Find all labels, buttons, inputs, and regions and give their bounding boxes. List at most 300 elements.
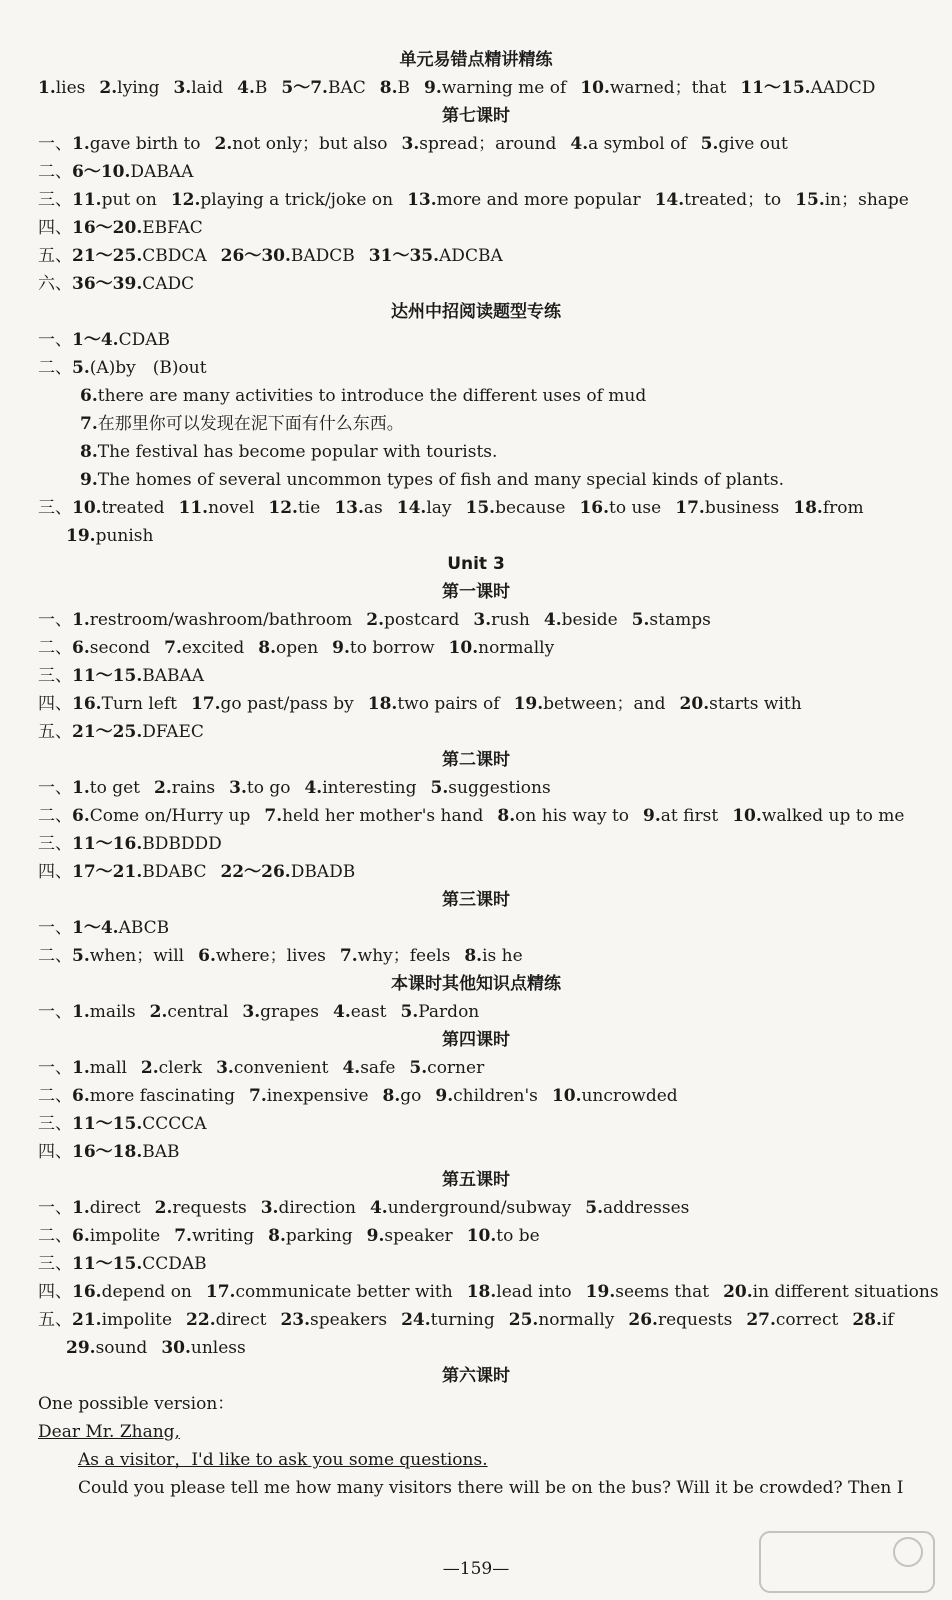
section-title-review: 单元易错点精讲精练 — [399, 50, 553, 70]
lesson-7-title: 第七课时 — [442, 106, 510, 126]
answer-text: to use — [609, 498, 662, 518]
question-number: 30. — [161, 1338, 191, 1358]
answer-item — [264, 806, 483, 826]
answer-line — [38, 188, 923, 212]
answer-line — [38, 272, 208, 296]
answer-text: rains — [171, 778, 216, 798]
question-number: 21～25. — [72, 722, 143, 742]
answer-text: where；lives — [215, 946, 326, 966]
section-prefix: 三、 — [38, 666, 72, 686]
answer-text: ADCBA — [439, 246, 503, 266]
answer-item — [191, 694, 354, 714]
question-number: 26～30. — [220, 246, 291, 266]
answer-item — [281, 78, 365, 98]
answer-line — [38, 1056, 498, 1080]
question-number: 14. — [396, 498, 427, 518]
answer-text: convenient — [233, 1058, 329, 1078]
answer-text: CDAB — [118, 330, 170, 350]
section-prefix: 六、 — [38, 274, 72, 294]
answer-text: DBADB — [290, 862, 356, 882]
question-number: 10. — [448, 638, 479, 658]
question-number: 6. — [80, 386, 98, 406]
question-number: 23. — [280, 1310, 311, 1330]
answer-text: lay — [426, 498, 452, 518]
question-number: 7. — [174, 1226, 192, 1246]
section-prefix: 一、 — [38, 134, 72, 154]
answer-item — [334, 498, 382, 518]
answer-text: punish — [95, 526, 154, 546]
answer-item — [333, 1002, 387, 1022]
section-title-dazhou: 达州中招阅读题型专练 — [391, 302, 561, 322]
question-number: 29. — [66, 1338, 96, 1358]
answer-text: more fascinating — [89, 1086, 235, 1106]
answer-line — [38, 776, 565, 800]
section-prefix: 五、 — [38, 246, 72, 266]
answer-text: walked up to me — [761, 806, 905, 826]
question-number: 36～39. — [72, 274, 143, 294]
answer-item — [179, 498, 255, 518]
answer-text: CBDCA — [142, 246, 207, 266]
question-number: 3. — [216, 1058, 234, 1078]
question-number: 27. — [746, 1310, 776, 1330]
question-number: 13. — [334, 498, 364, 518]
answer-text: stamps — [649, 610, 711, 630]
answer-item — [72, 246, 207, 266]
question-number: 26. — [628, 1310, 658, 1330]
answer-line — [38, 944, 537, 968]
section-prefix: 三、 — [38, 498, 72, 518]
question-number: 4. — [369, 1198, 388, 1218]
answer-text: BABAA — [142, 666, 205, 686]
letter-greeting: Dear Mr. Zhang, — [38, 1422, 180, 1442]
answer-item — [72, 190, 157, 210]
answer-item — [383, 1086, 422, 1106]
answer-item — [216, 1058, 328, 1078]
answer-text: EBFAC — [142, 218, 203, 238]
question-number: 17. — [190, 694, 221, 714]
answer-line — [80, 412, 418, 436]
answer-item — [680, 694, 802, 714]
answer-item — [473, 610, 530, 630]
answer-text: AADCD — [810, 78, 876, 98]
question-number: 28. — [852, 1310, 882, 1330]
answer-text: laid — [191, 78, 224, 98]
answer-line — [38, 1224, 554, 1248]
question-number: 8. — [268, 1226, 286, 1246]
answer-item — [497, 806, 629, 826]
answer-item — [795, 190, 909, 210]
answer-line — [38, 160, 207, 184]
answer-item — [655, 190, 782, 210]
question-number: 5. — [409, 1058, 428, 1078]
answer-text: tie — [297, 498, 321, 518]
question-number: 25. — [508, 1310, 539, 1330]
answer-text: BAC — [327, 78, 366, 98]
answer-item — [164, 638, 244, 658]
answer-item — [467, 1226, 540, 1246]
watermark-logo — [758, 1530, 936, 1594]
question-number: 16. — [72, 1282, 102, 1302]
question-number: 5. — [631, 610, 650, 630]
question-number: 8. — [464, 946, 483, 966]
answer-text: CADC — [142, 274, 195, 294]
answer-item — [72, 1058, 127, 1078]
answer-item — [366, 610, 459, 630]
answer-text: a symbol of — [588, 134, 687, 154]
answer-item — [141, 1058, 202, 1078]
section-prefix: 三、 — [38, 1254, 72, 1274]
question-number: 21～25. — [72, 246, 143, 266]
answer-text: CCDAB — [142, 1254, 207, 1274]
answer-text: requests — [172, 1198, 247, 1218]
answer-item — [72, 274, 194, 294]
answer-text: Turn left — [101, 694, 177, 714]
answer-text: starts with — [709, 694, 802, 714]
letter-paragraph-2: Could you please tell me how many visitors there will be on the bus? Will it be crowded? Then I — [78, 1478, 904, 1498]
question-number: 5. — [430, 778, 449, 798]
question-number: 16. — [579, 498, 610, 518]
answer-item — [268, 498, 320, 518]
answer-item — [466, 498, 566, 518]
answer-line — [66, 524, 167, 548]
answer-item — [585, 1198, 689, 1218]
section-prefix: 一、 — [38, 1002, 72, 1022]
answer-item — [304, 778, 416, 798]
answer-item — [72, 918, 169, 938]
answer-item — [198, 946, 326, 966]
question-number: 21. — [72, 1310, 102, 1330]
answer-item — [570, 134, 686, 154]
question-number: 17. — [205, 1282, 236, 1302]
question-number: 2. — [154, 778, 172, 798]
answer-item — [407, 190, 641, 210]
answer-line — [38, 1280, 952, 1304]
answer-text: as — [363, 498, 383, 518]
answer-item — [723, 1282, 938, 1302]
answer-line — [80, 384, 660, 408]
question-number: 3. — [401, 134, 420, 154]
answer-item — [258, 638, 318, 658]
answer-item — [332, 638, 434, 658]
question-number: 4. — [543, 610, 562, 630]
answer-item — [72, 722, 204, 742]
answer-item — [66, 1338, 147, 1358]
answer-text: suggestions — [448, 778, 551, 798]
answer-text: go past/pass by — [220, 694, 354, 714]
answer-item — [80, 442, 497, 462]
question-number: 20. — [679, 694, 710, 714]
answer-item — [171, 190, 393, 210]
answer-line — [38, 664, 218, 688]
answer-item — [72, 218, 203, 238]
answer-item — [221, 246, 355, 266]
answer-text: central — [167, 1002, 229, 1022]
question-number: 1. — [72, 778, 90, 798]
question-number: 9. — [643, 806, 661, 826]
question-number: 12. — [170, 190, 201, 210]
answer-text: excited — [181, 638, 245, 658]
lesson-4-title: 第四课时 — [442, 1030, 510, 1050]
question-number: 4. — [332, 1002, 351, 1022]
answer-item — [72, 666, 204, 686]
section-prefix: 四、 — [38, 218, 72, 238]
answer-item — [206, 1282, 453, 1302]
answer-item — [72, 806, 250, 826]
answer-item — [72, 1254, 207, 1274]
answer-text: lies — [55, 78, 86, 98]
answer-text: why；feels — [357, 946, 451, 966]
answer-text: is he — [482, 946, 523, 966]
answer-text: BADCB — [290, 246, 355, 266]
question-number: 12. — [268, 498, 298, 518]
question-number: 1～4. — [72, 330, 119, 350]
answer-text: BDBDDD — [142, 834, 222, 854]
answer-line — [80, 440, 511, 464]
answer-text: playing a trick/joke on — [200, 190, 394, 210]
answer-line — [38, 692, 816, 716]
answer-text: requests — [657, 1310, 733, 1330]
answer-item — [186, 1310, 266, 1330]
lesson-5-title: 第五课时 — [442, 1170, 510, 1190]
question-number: 19. — [66, 526, 96, 546]
question-number: 5～7. — [281, 78, 328, 98]
answer-item — [268, 1226, 352, 1246]
answer-item — [544, 610, 618, 630]
answer-item — [793, 498, 863, 518]
answer-text: speakers — [310, 1310, 388, 1330]
answer-text: correct — [775, 1310, 839, 1330]
answer-text: open — [276, 638, 319, 658]
lesson-6-title: 第六课时 — [442, 1366, 510, 1386]
answer-item — [368, 694, 500, 714]
answer-text: not only；but also — [232, 134, 388, 154]
answer-line — [38, 832, 236, 856]
question-number: 3. — [260, 1198, 279, 1218]
answer-line — [38, 860, 369, 884]
question-number: 14. — [654, 190, 685, 210]
section-prefix: 三、 — [38, 190, 72, 210]
section-prefix: 三、 — [38, 834, 72, 854]
answer-item — [66, 526, 153, 546]
question-number: 3. — [173, 78, 192, 98]
answer-text: because — [495, 498, 566, 518]
answer-text: impolite — [101, 1310, 173, 1330]
answer-item — [632, 610, 711, 630]
answer-text: safe — [360, 1058, 396, 1078]
question-number: 7. — [164, 638, 182, 658]
question-number: 5. — [700, 134, 719, 154]
answer-text: there are many activities to introduce the different uses of mud — [97, 386, 647, 406]
answer-item — [397, 498, 452, 518]
answer-item — [72, 134, 201, 154]
answer-text: 在那里你可以发现在泥下面有什么东西。 — [97, 414, 404, 434]
question-number: 18. — [793, 498, 823, 518]
section-prefix: 一、 — [38, 330, 72, 350]
answer-item — [80, 386, 646, 406]
question-number: 15. — [465, 498, 496, 518]
answer-item — [161, 1338, 245, 1358]
answer-item — [746, 1310, 838, 1330]
question-number: 8. — [379, 78, 398, 98]
question-number: 24. — [401, 1310, 431, 1330]
question-number: 22. — [186, 1310, 216, 1330]
answer-item — [701, 134, 788, 154]
question-number: 7. — [249, 1086, 267, 1106]
answer-item — [38, 78, 85, 98]
section-prefix: 一、 — [38, 1058, 72, 1078]
question-number: 3. — [242, 1002, 261, 1022]
answer-item — [72, 638, 150, 658]
answer-item — [424, 78, 566, 98]
possible-version: One possible version： — [38, 1394, 235, 1414]
answer-text: (A)by (B)out — [89, 358, 207, 378]
answer-text: clerk — [158, 1058, 203, 1078]
answer-line — [38, 916, 183, 940]
section-prefix: 二、 — [38, 946, 72, 966]
question-number: 31～35. — [368, 246, 440, 266]
question-number: 6. — [72, 806, 90, 826]
answer-item — [340, 946, 450, 966]
question-number: 10. — [580, 78, 610, 98]
answer-text: treated — [101, 498, 165, 518]
answer-line — [38, 496, 878, 520]
answer-text: warning me of — [441, 78, 567, 98]
answer-text: normally — [538, 1310, 615, 1330]
answer-text: direction — [278, 1198, 356, 1218]
answer-text: to borrow — [349, 638, 435, 658]
answer-item — [740, 78, 875, 98]
answer-item — [80, 414, 404, 434]
answer-line — [38, 720, 218, 744]
section-prefix: 一、 — [38, 918, 72, 938]
section-prefix: 四、 — [38, 862, 72, 882]
answer-text: if — [881, 1310, 894, 1330]
answer-text: held her mother's hand — [282, 806, 484, 826]
question-number: 2. — [366, 610, 385, 630]
answer-item — [72, 834, 222, 854]
answer-item — [72, 862, 206, 882]
answer-text: parking — [285, 1226, 353, 1246]
answer-item — [249, 1086, 369, 1106]
answer-item — [431, 778, 551, 798]
section-prefix: 二、 — [38, 358, 72, 378]
answer-text: direct — [89, 1198, 141, 1218]
section-prefix: 四、 — [38, 1282, 72, 1302]
answer-item — [72, 1114, 207, 1134]
question-number: 15. — [795, 190, 825, 210]
answer-item — [514, 694, 666, 714]
question-number: 1. — [72, 1058, 90, 1078]
question-number: 1. — [72, 1002, 90, 1022]
answer-item — [173, 78, 223, 98]
question-number: 2. — [99, 78, 118, 98]
answer-line — [38, 132, 802, 156]
question-number: 19. — [585, 1282, 616, 1302]
answer-text: in；shape — [824, 190, 909, 210]
section-prefix: 三、 — [38, 1114, 72, 1134]
section-prefix: 五、 — [38, 1310, 72, 1330]
answer-text: postcard — [384, 610, 460, 630]
answer-text: mails — [89, 1002, 136, 1022]
answer-item — [643, 806, 718, 826]
answer-text: east — [350, 1002, 387, 1022]
question-number: 16～20. — [72, 218, 143, 238]
answer-text: impolite — [89, 1226, 161, 1246]
question-number: 8. — [497, 806, 516, 826]
answer-text: communicate better with — [235, 1282, 453, 1302]
answer-item — [401, 1002, 480, 1022]
question-number: 1. — [38, 78, 56, 98]
question-number: 3. — [229, 778, 247, 798]
answer-item — [342, 1058, 395, 1078]
answer-text: lead into — [496, 1282, 572, 1302]
question-number: 9. — [80, 470, 98, 490]
answer-item — [72, 610, 352, 630]
answer-item — [509, 1310, 615, 1330]
answer-text: direct — [215, 1310, 267, 1330]
question-number: 1. — [72, 134, 90, 154]
answer-item — [237, 78, 267, 98]
answer-item — [174, 1226, 254, 1246]
answer-text: sound — [95, 1338, 148, 1358]
answer-text: Pardon — [418, 1002, 480, 1022]
answer-text: to go — [246, 778, 291, 798]
question-number: 9. — [435, 1086, 454, 1106]
answer-item — [449, 638, 555, 658]
answer-item — [675, 498, 779, 518]
question-number: 11～15. — [72, 1254, 143, 1274]
answer-text: B — [397, 78, 410, 98]
answer-item — [72, 330, 170, 350]
answer-text: seems that — [615, 1282, 710, 1302]
question-number: 2. — [154, 1198, 173, 1218]
answer-item — [80, 470, 784, 490]
answer-text: mall — [89, 1058, 127, 1078]
question-number: 11. — [178, 498, 209, 518]
section-prefix: 一、 — [38, 610, 72, 630]
answer-item — [220, 862, 355, 882]
question-number: 3. — [473, 610, 492, 630]
question-number: 8. — [80, 442, 98, 462]
section-prefix: 四、 — [38, 1142, 72, 1162]
unit-title: Unit 3 — [447, 554, 505, 574]
answer-item — [154, 778, 215, 798]
section-title-other: 本课时其他知识点精练 — [391, 974, 561, 994]
answer-text: business — [704, 498, 780, 518]
question-number: 13. — [407, 190, 437, 210]
answer-text: treated；to — [684, 190, 782, 210]
lesson-2-title: 第二课时 — [442, 750, 510, 770]
question-number: 10. — [732, 806, 762, 826]
answer-item — [369, 246, 503, 266]
question-number: 2. — [140, 1058, 159, 1078]
answer-line — [80, 468, 798, 492]
question-number: 16～18. — [72, 1142, 143, 1162]
section-prefix: 五、 — [38, 722, 72, 742]
question-number: 2. — [149, 1002, 168, 1022]
question-number: 6. — [72, 638, 90, 658]
question-number: 5. — [72, 358, 90, 378]
answer-text: unless — [190, 1338, 246, 1358]
answer-item — [367, 1226, 453, 1246]
answer-item — [467, 1282, 572, 1302]
answer-text: children's — [453, 1086, 538, 1106]
question-number: 6. — [72, 1086, 90, 1106]
answer-item — [229, 778, 290, 798]
answer-line — [38, 1140, 194, 1164]
answer-item — [72, 1086, 235, 1106]
answer-text: when；will — [89, 946, 185, 966]
